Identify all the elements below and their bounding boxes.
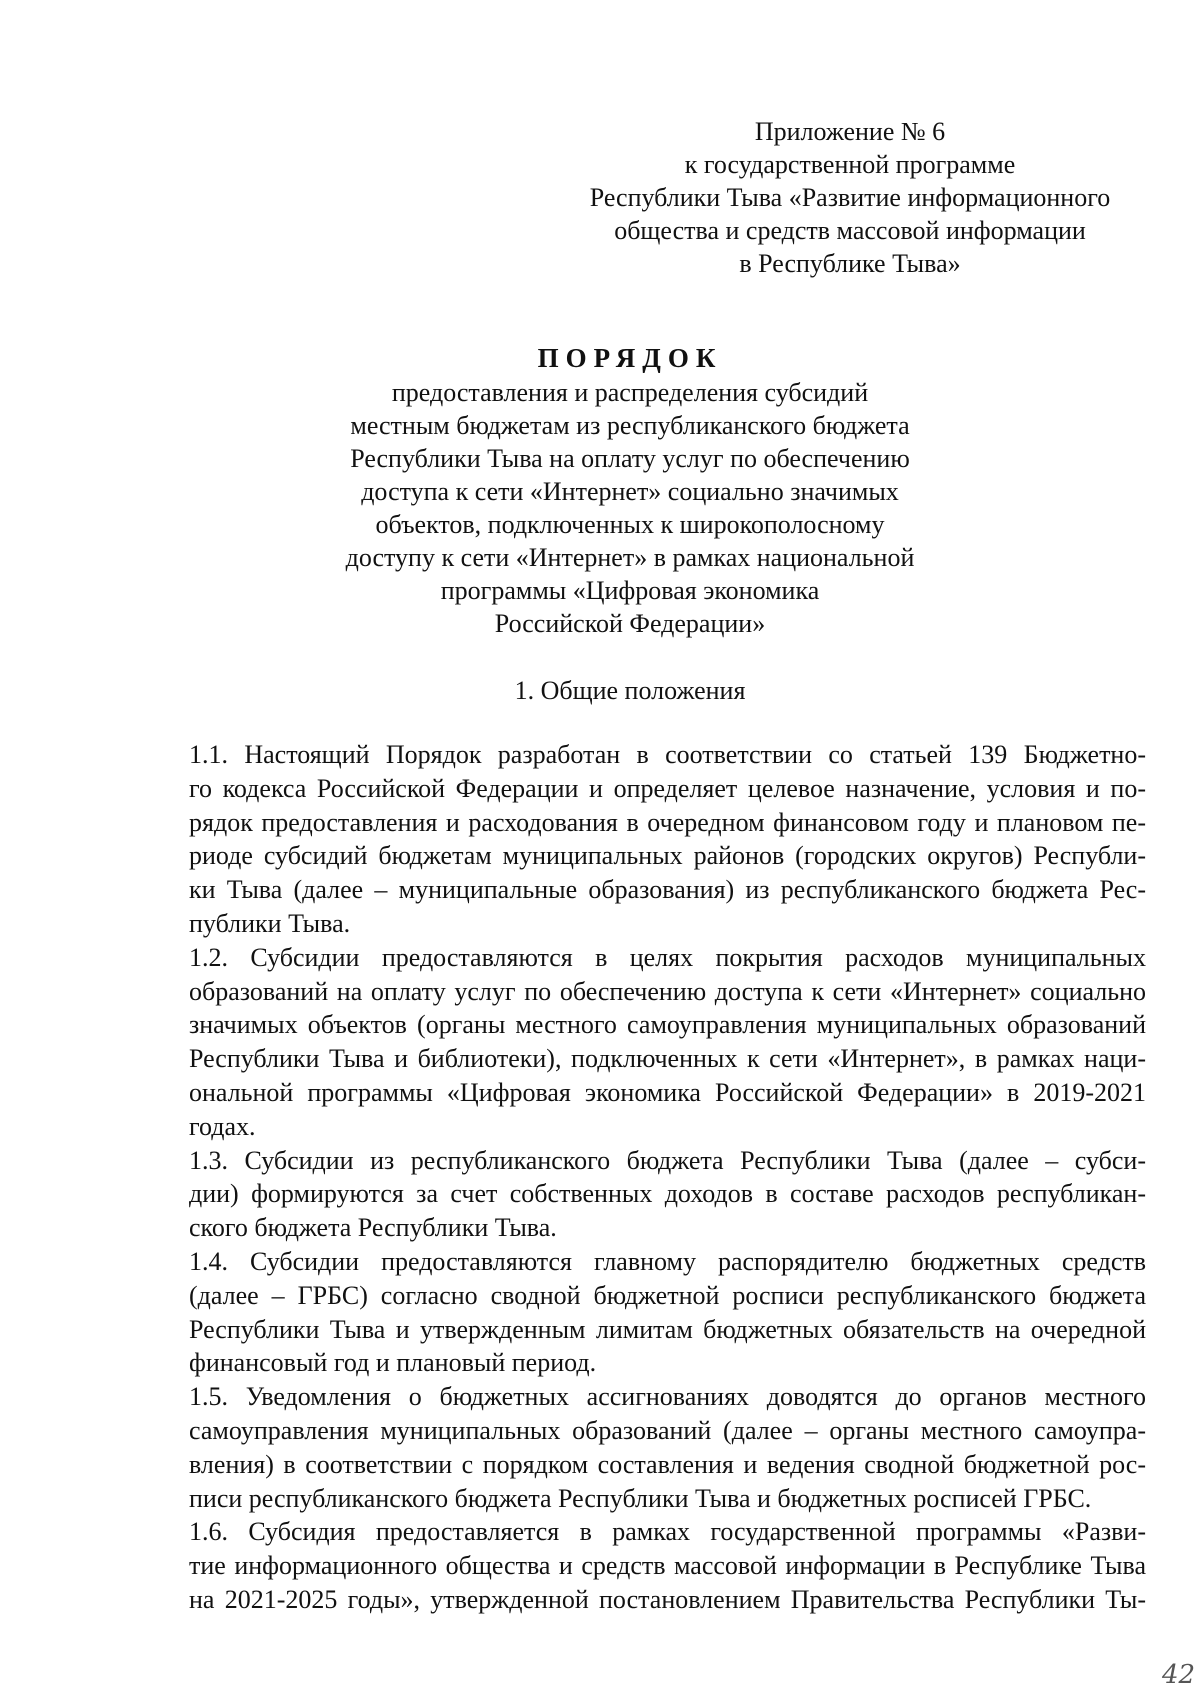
text-line: писи республиканского бюджета Республики Тыва и бюджетных росписей ГРБС. bbox=[189, 1483, 1092, 1513]
paragraph-1-2 bbox=[116, 941, 1146, 1144]
text-line: риоде субсидий бюджетам муниципальных районов (городских округов) Республи- bbox=[189, 841, 1146, 871]
subtitle-line: объектов, подключенных к широкополосному bbox=[375, 510, 885, 539]
paragraph-1-3 bbox=[116, 1144, 1146, 1245]
text-line: значимых объектов (органы местного самоуправления муниципальных образований bbox=[189, 1010, 1146, 1040]
paragraph-1-1 bbox=[116, 738, 1146, 941]
text-line: самоуправления муниципальных образований (далее – органы местного самоупра- bbox=[189, 1415, 1146, 1445]
document-title: ПОРЯДОК bbox=[537, 343, 723, 373]
text-line: 1.3. Субсидии из республиканского бюджета Республики Тыва (далее – субси- bbox=[189, 1145, 1146, 1175]
paragraph-1-5 bbox=[116, 1380, 1146, 1515]
subtitle-line: доступу к сети «Интернет» в рамках национальной bbox=[345, 543, 915, 572]
text-line: образований на оплату услуг по обеспечению доступа к сети «Интернет» социально bbox=[189, 976, 1146, 1006]
text-line: публики Тыва. bbox=[189, 908, 351, 938]
text-line: 1.6. Субсидия предоставляется в рамках государственной программы «Разви- bbox=[189, 1517, 1146, 1547]
document-subtitle bbox=[250, 376, 1010, 640]
text-line: на 2021-2025 годы», утвержденной постановлением Правительства Республики Ты- bbox=[189, 1584, 1146, 1614]
text-line: 1.1. Настоящий Порядок разработан в соответствии со статьей 139 Бюджетно- bbox=[189, 740, 1146, 769]
subtitle-line: предоставления и распределения субсидий bbox=[391, 378, 869, 407]
text-line: го кодекса Российской Федерации и определяет целевое назначение, условия и по- bbox=[189, 773, 1146, 803]
document-body bbox=[116, 738, 1146, 1617]
appendix-line: в Республике Тыва» bbox=[739, 249, 961, 278]
text-line: тие информационного общества и средств массовой информации в Республике Тыва bbox=[189, 1551, 1146, 1581]
paragraph-1-6 bbox=[116, 1515, 1146, 1616]
text-line: 1.2. Субсидии предоставляются в целях покрытия расходов муниципальных bbox=[189, 942, 1146, 972]
appendix-line: Республики Тыва «Развитие информационного bbox=[589, 183, 1111, 212]
text-line: ональной программы «Цифровая экономика Российской Федерации» в 2019-2021 bbox=[189, 1077, 1146, 1107]
subtitle-line: Республики Тыва на оплату услуг по обеспечению bbox=[350, 444, 910, 473]
text-line: 1.4. Субсидии предоставляются главному распорядителю бюджетных средств bbox=[189, 1246, 1146, 1276]
subtitle-line: Российской Федерации» bbox=[494, 609, 766, 638]
appendix-line: к государственной программе bbox=[684, 150, 1016, 179]
text-line: (далее – ГРБС) согласно сводной бюджетной росписи республиканского бюджета bbox=[189, 1280, 1146, 1310]
text-line: рядок предоставления и расходования в очередном финансовом году и плановом пе- bbox=[189, 807, 1146, 837]
subtitle-line: программы «Цифровая экономика bbox=[440, 576, 820, 605]
text-line: 1.5. Уведомления о бюджетных ассигнованиях доводятся до органов местного bbox=[189, 1382, 1146, 1412]
page-number: 42 bbox=[1162, 1660, 1196, 1690]
text-line: Республики Тыва и библиотеки), подключенных к сети «Интернет», в рамках наци- bbox=[189, 1044, 1146, 1074]
text-line: вления) в соответствии с порядком составления и ведения сводной бюджетной рос- bbox=[189, 1449, 1146, 1479]
subtitle-line: доступа к сети «Интернет» социально значимых bbox=[361, 477, 899, 506]
text-line: Республики Тыва и утвержденным лимитам бюджетных обязательств на очередной bbox=[189, 1314, 1146, 1344]
text-line: дии) формируются за счет собственных доходов в составе расходов республикан- bbox=[189, 1179, 1146, 1209]
text-line: ки Тыва (далее – муниципальные образования) из республиканского бюджета Рес- bbox=[189, 875, 1146, 905]
text-line: ского бюджета Республики Тыва. bbox=[189, 1213, 557, 1243]
section-heading: 1. Общие положения bbox=[514, 676, 746, 705]
text-line: финансовый год и плановый период. bbox=[189, 1348, 597, 1378]
document-title-block bbox=[250, 342, 1010, 640]
appendix-line: общества и средств массовой информации bbox=[614, 216, 1086, 245]
appendix-line: Приложение № 6 bbox=[754, 117, 946, 146]
text-line: годах. bbox=[189, 1111, 256, 1141]
appendix-header bbox=[560, 115, 1140, 280]
paragraph-1-4 bbox=[116, 1245, 1146, 1380]
subtitle-line: местным бюджетам из республиканского бюджета bbox=[350, 411, 910, 440]
